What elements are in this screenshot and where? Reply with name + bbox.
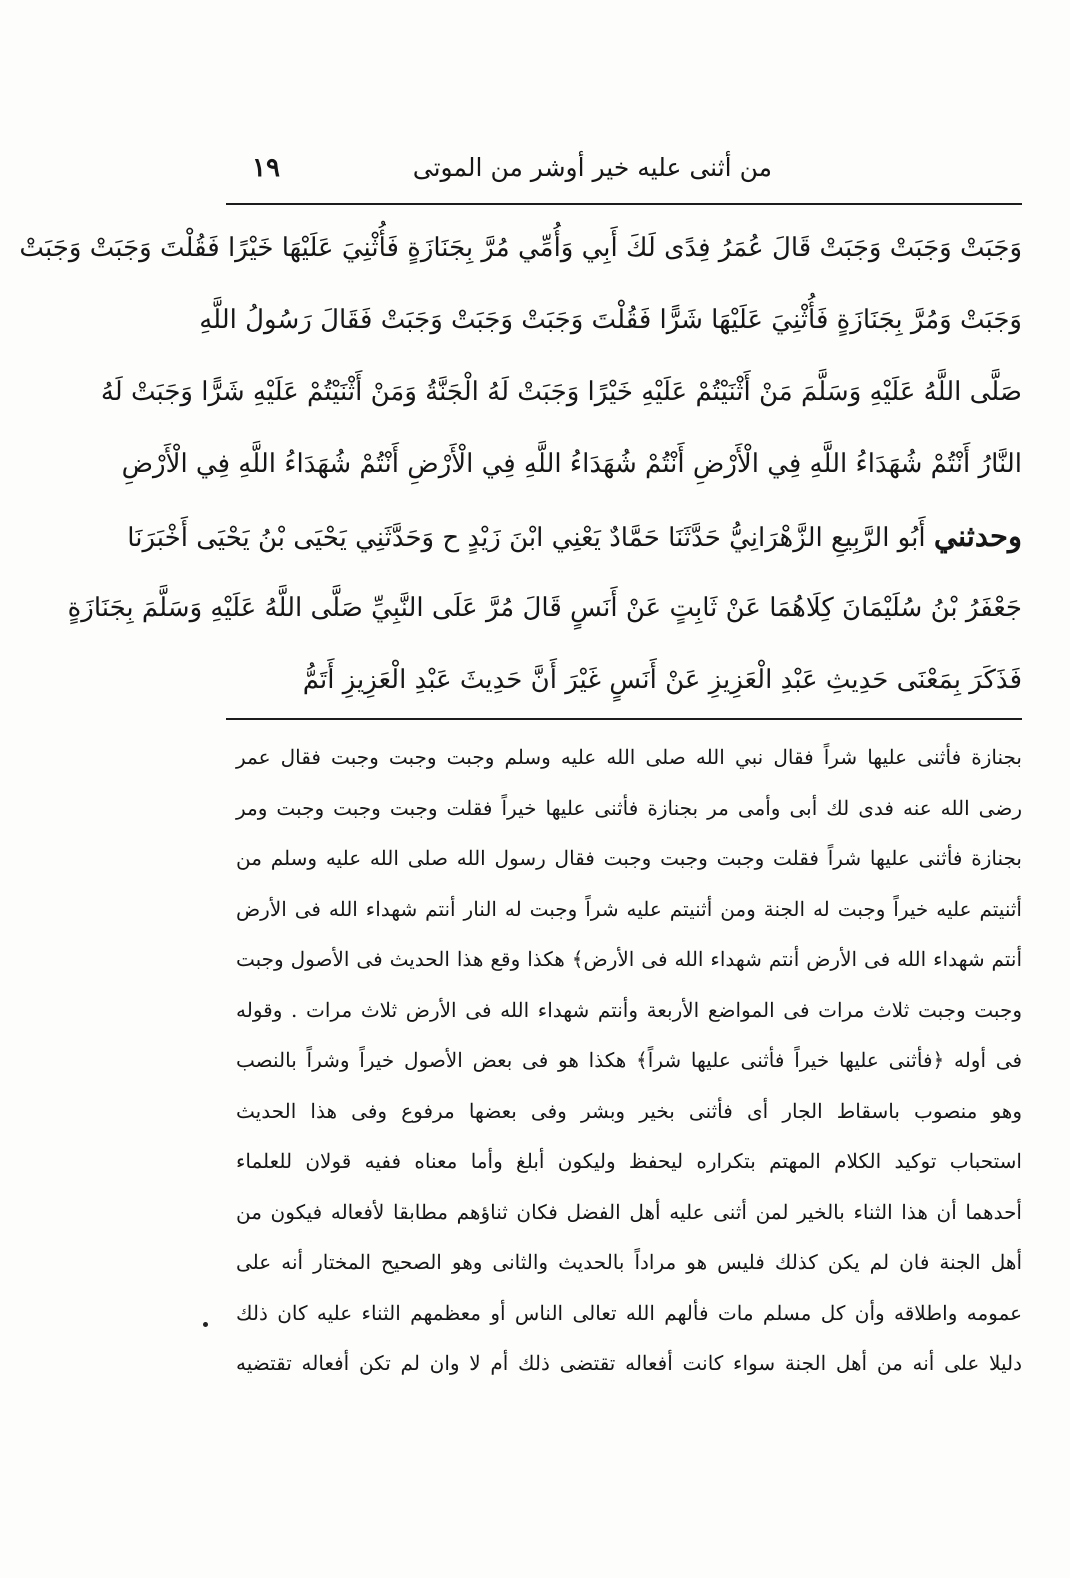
hadith-line: وَجَبَتْ وَجَبَتْ وَجَبَتْ قَالَ عُمَرُ فِدًى لَكَ أَبِي وَأُمِّي مُرَّ بِجَنَازَةٍ فَأُثْنِيَ عَلَيْهَا خَيْرًا فَقُلْتَ وَجَبَتْ وَجَبَتْ bbox=[19, 233, 1022, 263]
commentary-line: رضى الله عنه فدى لك أبى وأمى مر بجنازة فأثنى عليها خيراً فقلت وجبت وجبت وجبت ومر bbox=[236, 795, 1022, 820]
hadith-line: وَجَبَتْ وَمُرَّ بِجَنَازَةٍ فَأُثْنِيَ عَلَيْهَا شَرًّا فَقُلْتَ وَجَبَتْ وَجَبَتْ وَجَبَتْ فَقَالَ رَسُولُ اللَّهِ bbox=[199, 305, 1022, 335]
commentary-line: فى أوله ﴿فأثنى عليها خيراً فأثنى عليها شراً﴾ هكذا هو فى بعض الأصول خيراً وشراً بالنصب bbox=[236, 1048, 1022, 1072]
hadith-text bbox=[19, 212, 1022, 716]
commentary-line: بجنازة فأثنى عليها شراً فقال نبي الله صلى الله عليه وسلم وجبت وجبت وجبت فقال عمر bbox=[236, 745, 1022, 769]
commentary-line: وهو منصوب باسقاط الجار أى فأثنى بخير وبشر وفى بعضها مرفوع وفى هذا الحديث bbox=[236, 1098, 1022, 1123]
lead-word: وحدثني bbox=[933, 519, 1022, 553]
hadith-line-text: أَبُو الرَّبِيعِ الزَّهْرَانِيُّ حَدَّثَنَا حَمَّادٌ يَعْنِي ابْنَ زَيْدٍ ح وَحَدَّثَنِي يَحْيَى بْنُ يَحْيَى أَخْبَرَنَا bbox=[127, 523, 926, 553]
commentary-line: وجبت وجبت ثلاث مرات فى المواضع الأربعة وأنتم شهداء الله فى الأرض ثلاث مرات . وقوله bbox=[236, 997, 1022, 1022]
hadith-line: فَذَكَرَ بِمَعْنَى حَدِيثِ عَبْدِ الْعَزِيزِ عَنْ أَنَسٍ غَيْرَ أَنَّ حَدِيثَ عَبْدِ الْعَزِيزِ أَتَمُّ bbox=[302, 665, 1022, 695]
hadith-line bbox=[127, 500, 1022, 572]
hadith-line: جَعْفَرُ بْنُ سُلَيْمَانَ كِلَاهُمَا عَنْ ثَابِتٍ عَنْ أَنَسٍ قَالَ مُرَّ عَلَى النَّبِيِّ صَلَّى اللَّهُ عَلَيْهِ وَسَلَّمَ بِجَنَازَةٍ bbox=[67, 593, 1022, 623]
ink-dot bbox=[203, 1322, 208, 1327]
commentary-line: أثنيتم عليه خيراً وجبت له الجنة ومن أثنيتم عليه شراً وجبت له النار أنتم شهداء الله فى الأرض bbox=[236, 896, 1022, 921]
commentary-line: دليلا على أنه من أهل الجنة سواء كانت أفعاله تقتضى ذلك أم لا وان لم تكن أفعاله تقتضيه bbox=[236, 1351, 1022, 1375]
section-divider bbox=[226, 718, 1022, 720]
running-title: من أثنى عليه خير أوشر من الموتى bbox=[412, 153, 772, 182]
hadith-line: صَلَّى اللَّهُ عَلَيْهِ وَسَلَّمَ مَنْ أَثْنَيْتُمْ عَلَيْهِ خَيْرًا وَجَبَتْ لَهُ الْجَنَّةُ وَمَنْ أَثْنَيْتُمْ عَلَيْهِ شَرًّا وَجَبَتْ لَهُ bbox=[100, 377, 1022, 407]
commentary-line: أنتم شهداء الله فى الأرض أنتم شهداء الله فى الأرض﴾ هكذا وقع هذا الحديث فى الأصول وجبت bbox=[236, 947, 1022, 971]
commentary-line: أهل الجنة فان لم يكن كذلك فليس هو مراداً بالحديث والثانى وهو الصحيح المختار أنه على bbox=[236, 1250, 1023, 1274]
page-header bbox=[240, 150, 1020, 190]
header-rule bbox=[226, 203, 1022, 205]
commentary-line: أحدهما أن هذا الثناء بالخير لمن أثنى عليه أهل الفضل فكان ثناؤهم مطابقا لأفعاله فيكون من bbox=[236, 1199, 1022, 1224]
page-number: ١٩ bbox=[252, 153, 280, 183]
commentary-line: عمومه واطلاقه وأن كل مسلم مات فألهم الله تعالى الناس أو معظمهم الثناء عليه كان ذلك bbox=[236, 1300, 1022, 1325]
commentary-line: بجنازة فأثنى عليها شراً فقلت وجبت وجبت وجبت فقال رسول الله صلى الله عليه وسلم من bbox=[236, 846, 1022, 870]
hadith-line: النَّارُ أَنْتُمْ شُهَدَاءُ اللَّهِ فِي الْأَرْضِ أَنْتُمْ شُهَدَاءُ اللَّهِ فِي الْأَرْضِ أَنْتُمْ شُهَدَاءُ اللَّهِ فِي الْأَرْضِ bbox=[121, 449, 1022, 479]
commentary-line: استحباب توكيد الكلام المهتم بتكراره ليحفظ وليكون أبلغ وأما معناه ففيه قولان للعلماء bbox=[236, 1149, 1022, 1173]
commentary-text bbox=[236, 732, 1022, 1389]
